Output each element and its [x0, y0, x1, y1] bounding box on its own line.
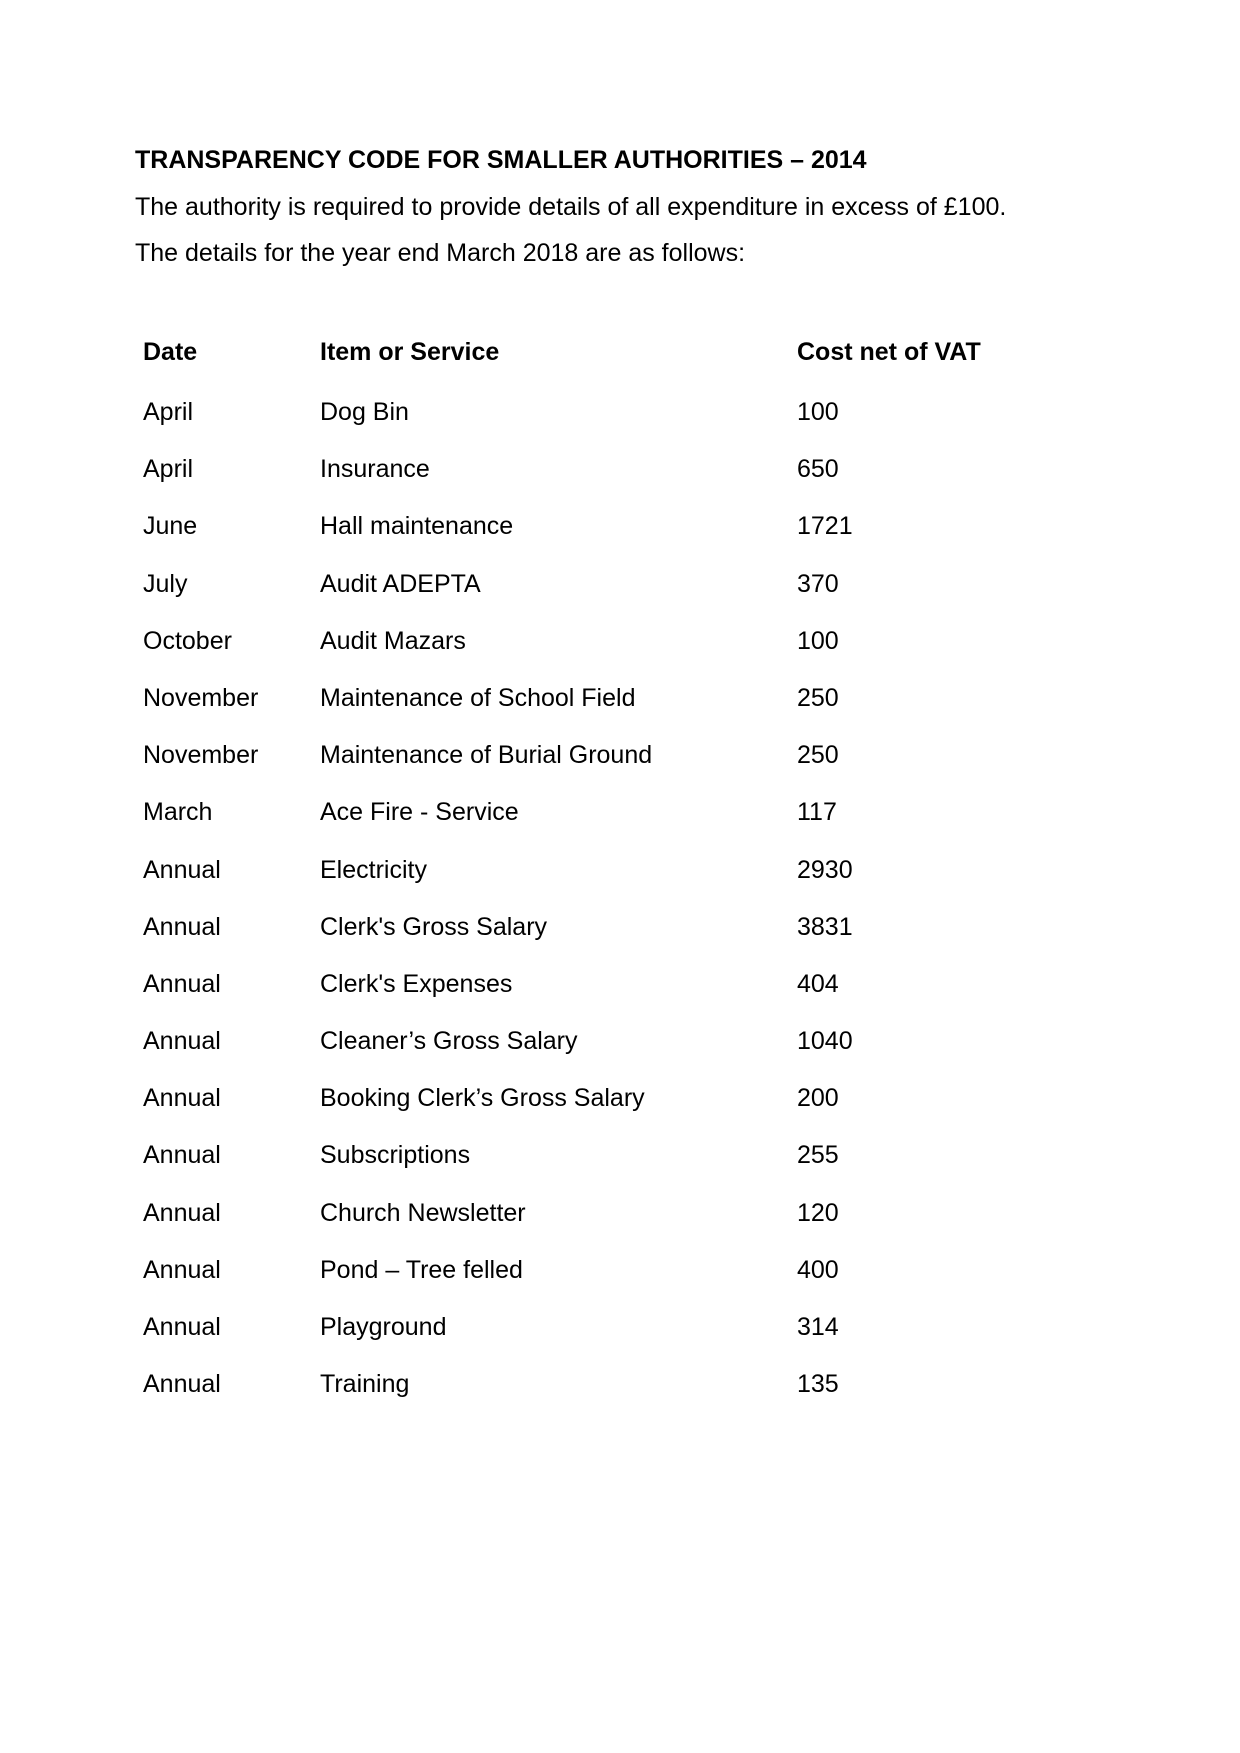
date-cell: April — [143, 455, 194, 484]
date-cell: July — [143, 569, 188, 598]
table-row — [143, 856, 957, 913]
item-cell: Subscriptions — [320, 1141, 471, 1170]
expenditure-table-body — [143, 398, 957, 1427]
cost-cell: 135 — [797, 1370, 839, 1399]
item-cell: Church Newsletter — [320, 1198, 526, 1227]
item-cell: Audit ADEPTA — [320, 569, 481, 598]
date-cell: Annual — [143, 969, 221, 998]
date-column-header: Date — [143, 338, 198, 366]
item-cell: Training — [320, 1370, 410, 1399]
item-cell: Hall maintenance — [320, 512, 514, 541]
cost-cell: 3831 — [797, 912, 853, 941]
cost-cell: 100 — [797, 398, 839, 426]
item-cell: Clerk's Gross Salary — [320, 912, 548, 941]
date-cell: October — [143, 626, 232, 655]
cost-cell: 250 — [797, 683, 839, 712]
table-row — [143, 1256, 957, 1313]
item-cell: Maintenance of Burial Ground — [320, 741, 653, 770]
cost-cell: 314 — [797, 1313, 839, 1341]
table-row — [143, 1141, 957, 1198]
date-cell: Annual — [143, 1198, 221, 1227]
date-cell: Annual — [143, 1084, 221, 1113]
cost-cell: 650 — [797, 455, 839, 484]
table-row — [143, 913, 957, 970]
cost-cell: 200 — [797, 1084, 839, 1113]
cost-cell: 250 — [797, 741, 839, 770]
details-paragraph: The details for the year end March 2018 are as follows: — [135, 239, 746, 267]
item-cell: Cleaner’s Gross Salary — [320, 1027, 578, 1056]
date-cell: Annual — [143, 1313, 221, 1341]
date-cell: Annual — [143, 1027, 221, 1056]
item-cell: Electricity — [320, 855, 427, 884]
table-row — [143, 1313, 957, 1370]
cost-cell: 1040 — [797, 1027, 853, 1056]
table-row — [143, 798, 957, 855]
cost-cell: 117 — [797, 798, 837, 827]
table-row — [143, 512, 957, 569]
date-cell: Annual — [143, 912, 221, 941]
item-cell: Booking Clerk’s Gross Salary — [320, 1084, 645, 1113]
date-cell: June — [143, 512, 198, 541]
date-cell: April — [143, 398, 194, 426]
cost-column-header: Cost net of VAT — [797, 338, 981, 366]
table-row — [143, 570, 957, 627]
intro-paragraph: The authority is required to provide details of all expenditure in excess of £100. — [135, 193, 1007, 221]
item-cell: Ace Fire - Service — [320, 798, 519, 827]
item-cell: Clerk's Expenses — [320, 969, 513, 998]
cost-cell: 2930 — [797, 855, 853, 884]
table-row — [143, 1027, 957, 1084]
cost-cell: 370 — [797, 569, 839, 598]
date-cell: March — [143, 798, 213, 827]
table-header-row — [143, 338, 957, 398]
date-cell: Annual — [143, 1370, 221, 1399]
cost-cell: 120 — [797, 1198, 839, 1227]
table-row — [143, 684, 957, 741]
date-cell: November — [143, 683, 259, 712]
date-cell: Annual — [143, 1141, 221, 1170]
table-row — [143, 455, 957, 512]
item-cell: Maintenance of School Field — [320, 683, 636, 712]
item-column-header: Item or Service — [320, 338, 500, 366]
table-row — [143, 627, 957, 684]
table-row — [143, 1370, 957, 1427]
cost-cell: 400 — [797, 1255, 839, 1284]
date-cell: November — [143, 741, 259, 770]
cost-cell: 255 — [797, 1141, 839, 1170]
table-row — [143, 398, 957, 455]
expenditure-table — [143, 338, 981, 1427]
document-title: TRANSPARENCY CODE FOR SMALLER AUTHORITIES – 2014 — [135, 146, 867, 174]
item-cell: Pond – Tree felled — [320, 1255, 523, 1284]
cost-cell: 100 — [797, 626, 839, 655]
table-row — [143, 1199, 957, 1256]
cost-cell: 404 — [797, 969, 839, 998]
item-cell: Playground — [320, 1313, 447, 1341]
item-cell: Insurance — [320, 455, 430, 484]
item-cell: Audit Mazars — [320, 626, 466, 655]
table-row — [143, 970, 957, 1027]
table-row — [143, 1084, 957, 1141]
item-cell: Dog Bin — [320, 398, 409, 426]
date-cell: Annual — [143, 855, 221, 884]
date-cell: Annual — [143, 1255, 221, 1284]
cost-cell: 1721 — [797, 512, 853, 541]
table-row — [143, 741, 957, 798]
